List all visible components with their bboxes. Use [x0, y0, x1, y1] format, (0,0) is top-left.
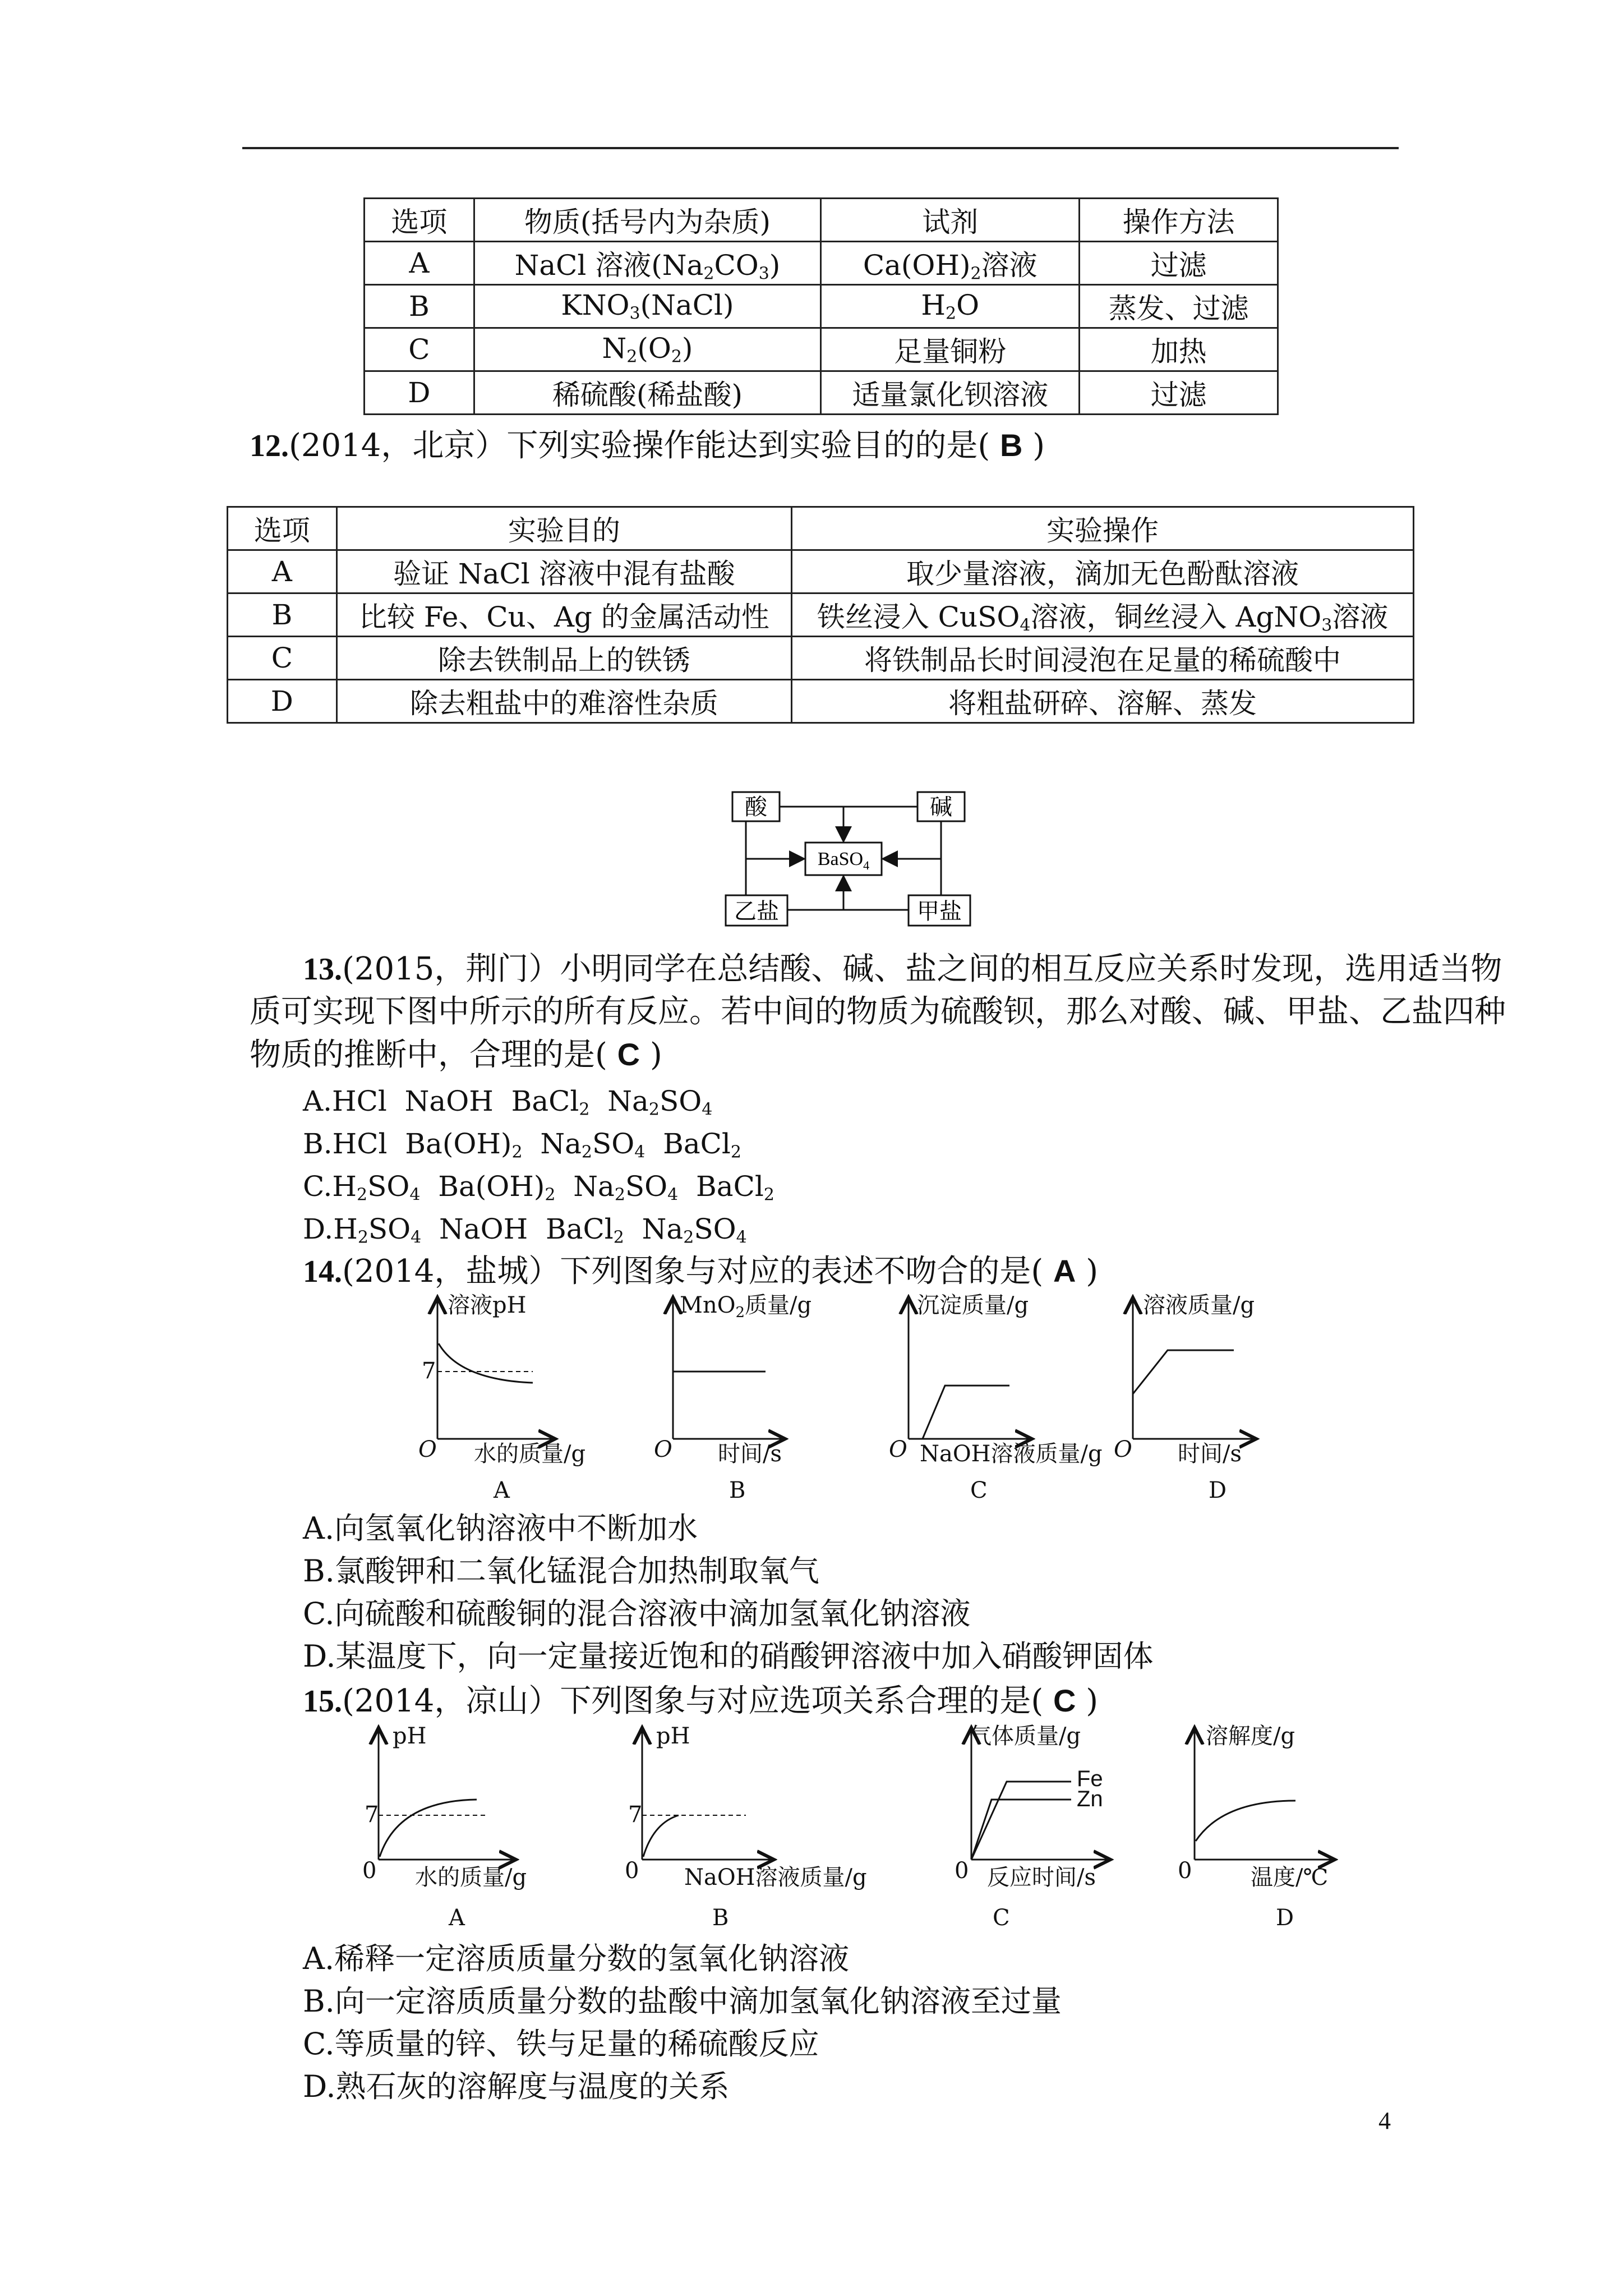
curve: [643, 1815, 679, 1857]
question-text: 物质的推断中，合理的是(: [250, 1037, 607, 1073]
ylabel: MnO$_2$质量/g: [680, 1292, 812, 1321]
cell: 蒸发、过滤: [1080, 285, 1278, 328]
table-row: [365, 285, 1278, 328]
salt-a-label: 甲盐: [917, 899, 962, 924]
q15-option-b: B.向一定溶质质量分数的盐酸中滴加氢氧化钠溶液至过量: [303, 1984, 1062, 2019]
curve: [1133, 1350, 1234, 1394]
answer: C: [1053, 1683, 1076, 1718]
header-rule: [242, 147, 1399, 149]
table-row: [365, 328, 1278, 371]
cell: D: [228, 680, 337, 723]
header-cell: 实验操作: [792, 507, 1414, 550]
question-text: (2015，荆门）小明同学在总结酸、碱、盐之间的相互反应关系时发现，选用适当物: [342, 951, 1502, 987]
xlabel: 反应时间/s: [987, 1865, 1096, 1890]
header-cell: 试剂: [821, 199, 1080, 242]
q13-option-d: $D.H_2SO_4$ NaOH BaCl$_2$ $Na_2SO_4$: [303, 1213, 747, 1248]
cell: 验证 NaCl 溶液中混有盐酸: [336, 550, 791, 593]
q14-option-a: A.向氢氧化钠溶液中不断加水: [303, 1511, 698, 1546]
ylabel: 溶解度/g: [1206, 1723, 1295, 1749]
table-experiments: [227, 506, 1414, 724]
graph-letter: C: [970, 1478, 988, 1503]
q13-line2: 质可实现下图中所示的所有反应。若中间的物质为硫酸钡，那么对酸、碱、甲盐、乙盐四种: [250, 993, 1506, 1030]
ylabel-rest: 质量/g: [745, 1292, 812, 1318]
xlabel: 时间/s: [718, 1441, 782, 1467]
q14-graphs: [393, 1287, 1335, 1512]
cell: C: [228, 637, 337, 680]
xlabel: NaOH溶液质量/g: [684, 1865, 867, 1890]
graph-letter: D: [1209, 1478, 1227, 1503]
ylabel: 溶液质量/g: [1143, 1292, 1255, 1318]
answer: B: [1000, 427, 1023, 463]
fe-line: [971, 1782, 1071, 1860]
curve: [923, 1386, 1009, 1439]
ylabel-sub: 2: [735, 1304, 745, 1321]
cell: 除去粗盐中的难溶性杂质: [336, 680, 791, 723]
origin-label: O: [889, 1437, 907, 1462]
q15-graph-a: [362, 1723, 527, 1931]
question-text: (2014，凉山）下列图象与对应选项关系合理的是(: [342, 1683, 1044, 1719]
center-sub: 4: [863, 858, 870, 872]
origin-label: 0: [362, 1858, 377, 1884]
q14-graph-d: [1114, 1292, 1256, 1503]
cell: 适量氯化钡溶液: [821, 371, 1080, 415]
q13-line1: [303, 948, 1502, 991]
q14-stem: [303, 1250, 1098, 1293]
reaction-diagram: [723, 785, 981, 931]
cell: 取少量溶液，滴加无色酚酞溶液: [792, 550, 1414, 593]
cell: B: [365, 285, 474, 328]
cell: 稀硫酸(稀盐酸): [474, 371, 820, 415]
curve: [439, 1343, 533, 1383]
cell: 加热: [1080, 328, 1278, 371]
graph-letter: A: [449, 1905, 465, 1931]
table-impurity-removal: [363, 197, 1279, 415]
origin-label: O: [1114, 1437, 1132, 1462]
question-number: 15.: [303, 1684, 342, 1719]
zn-line: [971, 1800, 1071, 1860]
cell: $H_2O$: [821, 285, 1080, 328]
table-header-row: [228, 507, 1414, 550]
question-text-end: ): [649, 1037, 662, 1073]
ylabel: 沉淀质量/g: [917, 1292, 1029, 1318]
q13-option-b: B.HCl $Ba(OH)_2$ $Na_2SO_4$ BaCl$_2$: [303, 1128, 742, 1162]
header-cell: 操作方法: [1080, 199, 1278, 242]
graph-letter: C: [993, 1905, 1010, 1931]
q15-option-c: C.等质量的锌、铁与足量的稀硫酸反应: [303, 2026, 819, 2062]
q15-graph-b: [625, 1723, 867, 1931]
tick-label: 7: [628, 1802, 643, 1828]
q14-graph-c: [889, 1292, 1103, 1503]
graph-letter: D: [1276, 1905, 1294, 1931]
ylabel: 气体质量/g: [969, 1723, 1081, 1749]
q14-option-c: C.向硫酸和硫酸铜的混合溶液中滴加氢氧化钠溶液: [303, 1596, 971, 1631]
q14-graph-b: [654, 1292, 811, 1503]
origin-label: 0: [955, 1858, 969, 1884]
xlabel: 温度/℃: [1251, 1865, 1329, 1890]
table-row: [228, 593, 1414, 637]
question-number: 13.: [303, 952, 342, 987]
xlabel: NaOH溶液质量/g: [920, 1441, 1103, 1467]
graph-letter: A: [494, 1478, 510, 1503]
xlabel: 水的质量/g: [415, 1865, 527, 1890]
cell: C: [365, 328, 474, 371]
question-text-end: ): [1086, 1683, 1099, 1719]
ylabel: pH: [656, 1723, 690, 1749]
origin-label: 0: [1178, 1858, 1192, 1884]
tick-label: 7: [365, 1802, 379, 1828]
cell: A: [228, 550, 337, 593]
q13-option-a: A.HCl NaOH BaCl$_2$ $Na_2SO_4$: [303, 1085, 713, 1120]
tick-label: 7: [422, 1358, 436, 1384]
cell: A: [365, 242, 474, 285]
header-cell: 选项: [228, 507, 337, 550]
cell: 足量铜粉: [821, 328, 1080, 371]
q14-graph-a: [418, 1292, 585, 1503]
q15-graph-c: [955, 1723, 1110, 1931]
page-number: 4: [1378, 2107, 1391, 2134]
cell: $N_2(O_2)$: [474, 328, 820, 371]
q13-option-c: $C.H_2SO_4$ $Ba(OH)_2$ $Na_2SO_4$ BaCl$_2$: [303, 1170, 774, 1205]
cell: $Ca(OH)_2$溶液: [821, 242, 1080, 285]
question-text-end: ): [1086, 1253, 1099, 1290]
q15-graphs: [348, 1717, 1346, 1941]
answer: A: [1053, 1253, 1076, 1289]
table-row: [365, 242, 1278, 285]
table-header-row: [365, 199, 1278, 242]
table-row: [228, 550, 1414, 593]
q15-option-a: A.稀释一定溶质质量分数的氢氧化钠溶液: [303, 1941, 850, 1976]
cell: B: [228, 593, 337, 637]
curve: [1196, 1801, 1295, 1841]
header-cell: 物质(括号内为杂质): [474, 199, 820, 242]
salt-b-label: 乙盐: [734, 899, 779, 924]
cell: 将铁制品长时间浸泡在足量的稀硫酸中: [792, 637, 1414, 680]
graph-letter: B: [712, 1905, 729, 1931]
cell: 除去铁制品上的铁锈: [336, 637, 791, 680]
cell: NaCl 溶液$(Na_2CO_3)$: [474, 242, 820, 285]
curve: [380, 1800, 477, 1857]
cell: D: [365, 371, 474, 415]
xlabel: 时间/s: [1178, 1441, 1242, 1467]
acid-label: 酸: [745, 794, 767, 820]
series-zn-label: Zn: [1077, 1787, 1103, 1811]
answer: C: [617, 1037, 640, 1072]
graph-letter: B: [729, 1478, 746, 1503]
q14-option-b: B.氯酸钾和二氧化锰混合加热制取氧气: [303, 1553, 819, 1589]
origin-label: 0: [625, 1858, 639, 1884]
question-text-end: ): [1032, 427, 1045, 464]
ylabel: pH: [393, 1723, 427, 1749]
table-row: [365, 371, 1278, 415]
center-label: BaSO$_4$: [817, 849, 870, 872]
q15-option-d: D.熟石灰的溶解度与温度的关系: [303, 2069, 730, 2104]
header-cell: 选项: [365, 199, 474, 242]
table-row: [228, 680, 1414, 723]
q14-option-d: D.某温度下，向一定量接近饱和的硝酸钾溶液中加入硝酸钾固体: [303, 1639, 1154, 1674]
question-text: (2014，盐城）下列图象与对应的表述不吻合的是(: [342, 1253, 1044, 1290]
q12-stem: [250, 424, 1045, 467]
cell: 将粗盐研碎、溶解、蒸发: [792, 680, 1414, 723]
question-number: 14.: [303, 1254, 342, 1289]
q15-graph-d: [1178, 1723, 1335, 1931]
cell: 过滤: [1080, 371, 1278, 415]
q13-line3: [250, 1033, 662, 1076]
question-text: (2014，北京）下列实验操作能达到实验目的的是(: [289, 427, 990, 464]
xlabel: 水的质量/g: [474, 1441, 586, 1467]
cell: 铁丝浸入 CuSO$_4$溶液，铜丝浸入 AgNO$_3$溶液: [792, 593, 1414, 637]
cell: 过滤: [1080, 242, 1278, 285]
question-number: 12.: [250, 429, 289, 463]
series-fe-label: Fe: [1077, 1766, 1103, 1791]
cell: 比较 Fe、Cu、Ag 的金属活动性: [336, 593, 791, 637]
ylabel: 溶液pH: [448, 1292, 527, 1318]
base-label: 碱: [930, 794, 952, 820]
origin-label: O: [654, 1437, 672, 1462]
header-cell: 实验目的: [336, 507, 791, 550]
origin-label: O: [418, 1437, 437, 1462]
cell: $KNO_3(NaCl)$: [474, 285, 820, 328]
table-row: [228, 637, 1414, 680]
